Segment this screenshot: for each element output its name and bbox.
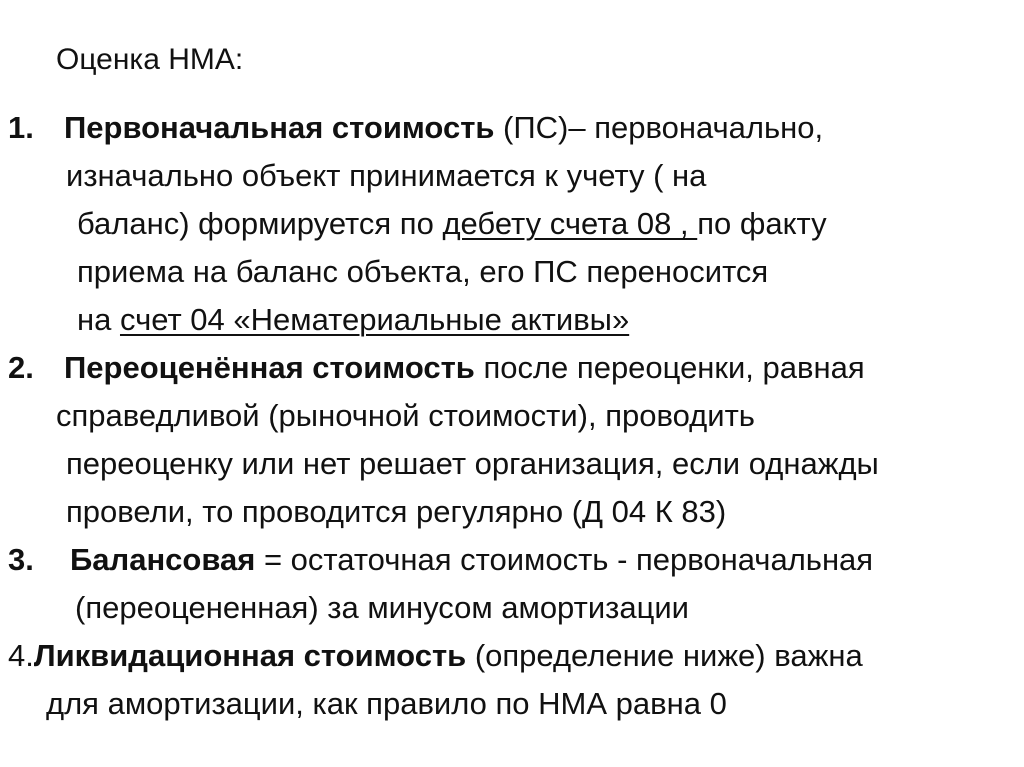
item-2-line-3: переоценку или нет решает организация, если однажды <box>66 446 879 481</box>
item-4-term: Ликвидационная стоимость <box>33 638 467 673</box>
account-04-ref: счет 04 «Нематериальные активы» <box>119 302 630 337</box>
slide-title: Оценка НМА: <box>56 43 244 76</box>
item-1-line-3-tail: по факту <box>697 206 827 241</box>
item-2-line-2: справедливой (рыночной стоимости), проводить <box>56 398 755 433</box>
item-1-line-5-text: на <box>77 302 120 337</box>
account-08-ref: дебету счета 08 , <box>442 206 698 241</box>
item-3-number: 3. <box>8 542 34 577</box>
item-1-line-2: изначально объект принимается к учету ( на <box>66 158 707 193</box>
item-2-number: 2. <box>8 350 34 385</box>
item-3-text: = остаточная стоимость - первоначальная <box>255 542 874 577</box>
item-3-line-2: (переоцененная) за минусом амортизации <box>75 590 689 625</box>
item-3-term: Балансовая <box>70 542 256 577</box>
item-1-term: Первоначальная стоимость <box>64 110 495 145</box>
item-4-line-1 <box>8 633 863 679</box>
item-1-line-3 <box>77 201 827 247</box>
item-2-term: Переоценённая стоимость <box>64 350 475 385</box>
item-3-line-1 <box>8 537 873 583</box>
item-1-line-1 <box>8 105 823 151</box>
item-1-number: 1. <box>8 110 34 145</box>
item-4-line-2: для амортизации, как правило по НМА равна 0 <box>46 686 727 721</box>
item-2-line-4: провели, то проводится регулярно (Д 04 К 83) <box>66 494 727 529</box>
item-2-text: после переоценки, равная <box>474 350 865 385</box>
item-1-text: (ПС)– первоначально, <box>494 110 824 145</box>
item-1-line-3-text: баланс) формируется по <box>77 206 443 241</box>
item-2-line-1 <box>8 345 865 391</box>
item-4-number: 4. <box>8 638 34 673</box>
item-1-line-5 <box>77 297 629 343</box>
item-4-text: (определение ниже) важна <box>466 638 863 673</box>
item-1-line-4: приема на баланс объекта, его ПС переносится <box>77 254 769 289</box>
